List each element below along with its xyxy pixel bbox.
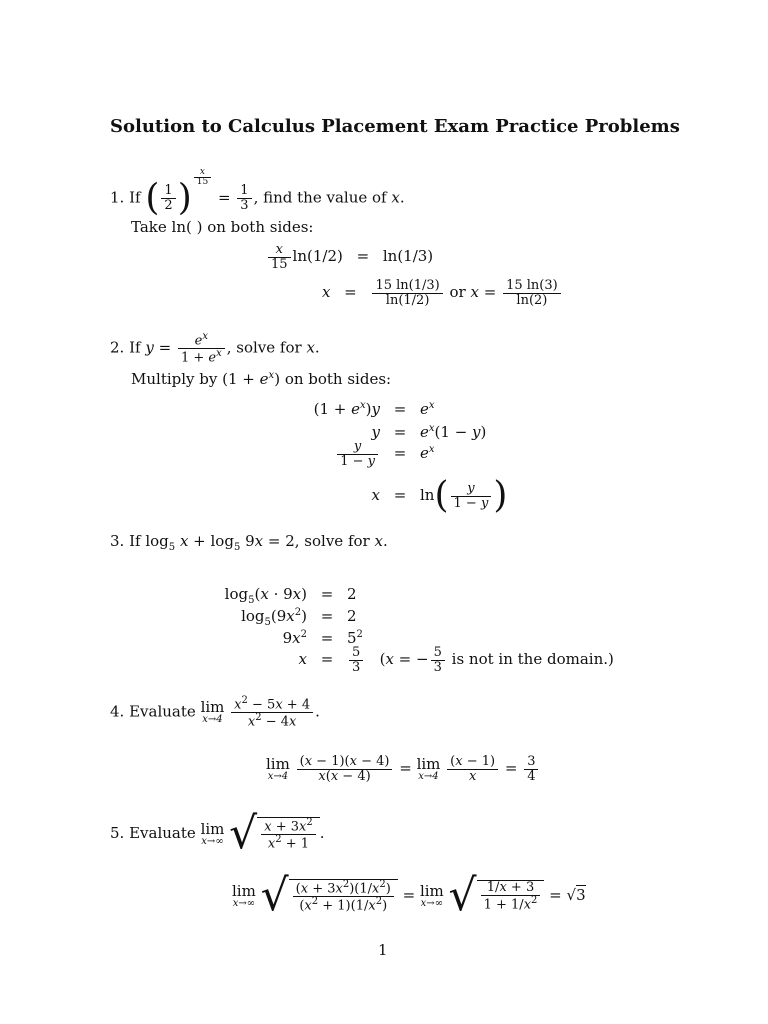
problem-1-equation-1: $\frac{x}{15}$ ln(1/2) = ln(1/3) <box>266 243 433 271</box>
page-number: 1 <box>378 941 388 959</box>
problem-5-statement: 5. Evaluate lim x→∞ √ $\frac{x + 3x^2}{x^2 + 1}$ . <box>110 808 325 859</box>
problem-2-equation-3: $\frac{y}{1 - y}$ = $e^x$ <box>300 440 435 468</box>
problem-1-statement: 1. If ( $\frac{1}{2}$ ) $^{\frac{x}{15}}$ = $\frac{1}{3}$ , find the value of x. <box>110 167 405 219</box>
problem-3-statement: 3. If $\log_5 x + \log_5 9x = 2$, solve for x. <box>110 532 388 553</box>
problem-3-equation-3: $9x^2 = 5^2$ <box>282 629 363 647</box>
page-title: Solution to Calculus Placement Exam Practice Problems <box>110 116 680 137</box>
problem-3-equation-1: $\log_5(x \cdot 9x) = 2$ <box>224 585 357 606</box>
problem-4-statement: 4. Evaluate lim x→4 $\frac{x^2 - 5x + 4}{x^2 - 4x}$ . <box>110 695 320 730</box>
problem-2-statement: 2. If y = $\frac{e^x}{1 + e^x}$ , solve for x. <box>110 331 320 366</box>
problem-3-equation-2: $\log_5(9x^2) = 2$ <box>241 607 357 628</box>
problem-4-solution: lim x→4 $\frac{(x - 1)(x - 4)}{x(x - 4)}$ = lim x→4 $\frac{(x - 1)}{x}$ = $\frac{3}{4}$ <box>266 755 540 783</box>
problem-1-equation-2: x = $\frac{15 \ln(1/3)}{\ln(1/2)}$ or x = $\frac{15 \ln(3)}{\ln(2)}$ <box>322 279 563 307</box>
problem-5-solution: lim x→∞ √ $\frac{(x + 3x^2)(1/x^2)}{(x^2 + 1)(1/x^2)}$ = lim x→∞ √ $\frac{1/x + 3}{1 + 1/x^2}$ = √3 <box>232 870 586 921</box>
problem-2-equation-1: $(1 + e^x)y = e^x$ <box>313 400 435 418</box>
problem-2-step: Multiply by $(1 + e^x)$ on both sides: <box>131 370 392 388</box>
problem-1-step: Take ln( ) on both sides: <box>131 218 314 236</box>
problem-3-equation-4: x = $\frac{5}{3}$ (x = − $\frac{5}{3}$ is not in the domain.) <box>298 645 614 675</box>
problem-2-equation-2: $y = e^x(1 - y)$ <box>371 423 487 441</box>
problem-2-equation-4: x = ln( $\frac{y}{1 - y}$ ) <box>371 475 508 516</box>
